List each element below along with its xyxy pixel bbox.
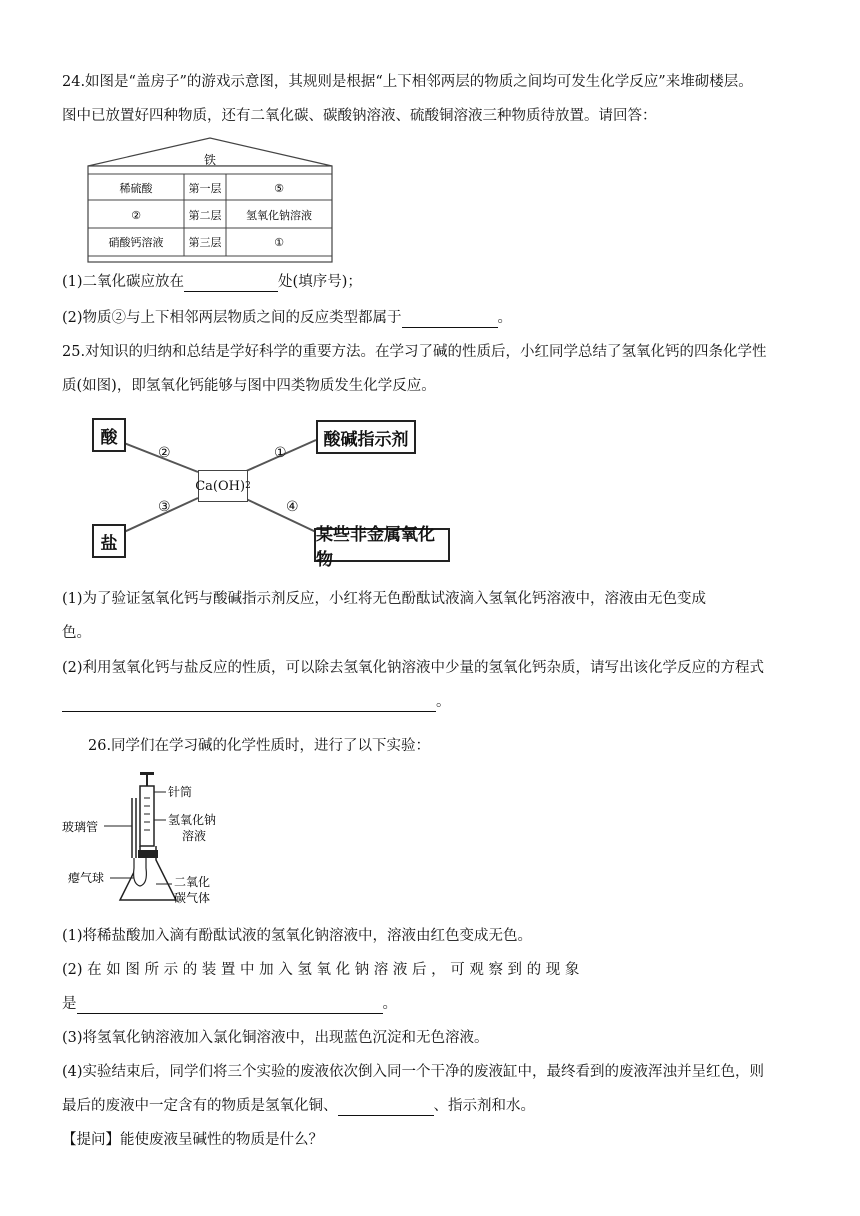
label-n1: ①	[274, 445, 287, 461]
q24-line2: 图中已放置好四种物质，还有二氧化碳、碳酸钠溶液、硫酸铜溶液三种物质待放置。请回答：	[62, 108, 657, 124]
q25-sub1-line2: 色。	[62, 625, 91, 641]
q26-s1: (1)将稀盐酸加入滴有酚酞试液的氢氧化钠溶液中，溶液由红色变成无色。	[62, 928, 533, 944]
q25-sub2-line1: (2)利用氢氧化钙与盐反应的性质，可以除去氢氧化钠溶液中少量的氢氧化钙杂质，请写出该化学反应的方程式	[62, 660, 765, 676]
answer-blank[interactable]	[338, 1099, 434, 1116]
house-row3-left: 硝酸钙溶液	[108, 236, 164, 249]
house-row2-mid: 第二层	[188, 209, 222, 222]
house-row2-right: 氢氧化钠溶液	[246, 209, 312, 222]
house-roof-label: 铁	[203, 153, 217, 167]
house-row1-right: ⑤	[274, 182, 284, 195]
label-co2-1: 二氧化	[174, 875, 211, 889]
label-naoh-1: 氢氧化钠	[168, 813, 217, 827]
house-row3-right: ①	[274, 236, 284, 249]
label-n4: ④	[286, 499, 299, 515]
box-acid: 酸	[92, 418, 126, 452]
q26-s4-line2: 最后的废液中一定含有的物质是氢氧化铜、 、指示剂和水。	[62, 1098, 535, 1114]
q26-s2-line2: 是 。	[62, 996, 397, 1012]
q24-sub1: (1)二氧化碳应放在 处(填序号)；	[62, 274, 362, 290]
q26-s3: (3)将氢氧化钠溶液加入氯化铜溶液中，出现蓝色沉淀和无色溶液。	[62, 1030, 489, 1046]
house-row3-mid: 第三层	[188, 236, 222, 249]
ca-oh-center-box: Ca(OH) 2	[198, 470, 248, 502]
label-n2: ②	[158, 445, 171, 461]
label-naoh-2: 溶液	[182, 829, 207, 843]
q26-intro: 26.同学们在学习碱的化学性质时，进行了以下实验：	[88, 738, 431, 754]
box-indicator: 酸碱指示剂	[316, 420, 416, 454]
house-row2-left: ②	[131, 209, 141, 222]
q26-s4-line1: (4)实验结束后，同学们将三个实验的废液依次倒入同一个干净的废液缸中，最终看到的废液浑浊并呈红色，则	[62, 1064, 765, 1080]
q25-line2: 质(如图)，即氢氧化钙能够与图中四类物质发生化学反应。	[62, 378, 436, 394]
q26-question: 【提问】能使废液呈碱性的物质是什么？	[62, 1132, 323, 1148]
answer-blank[interactable]	[77, 997, 383, 1014]
q24-line1: 24.如图是“盖房子”的游戏示意图，其规则是根据“上下相邻两层的物质之间均可发生化学反应”来堆砌楼层。	[62, 74, 753, 90]
label-n3: ③	[158, 499, 171, 515]
q25-line1: 25.对知识的归纳和总结是学好科学的重要方法。在学习了碱的性质后，小红同学总结了氢氧化钙的四条化学性	[62, 344, 767, 360]
house-row1-left: 稀硫酸	[119, 182, 153, 195]
answer-blank[interactable]	[62, 695, 436, 712]
box-nonmetal-oxide: 某些非金属氧化物	[314, 528, 450, 562]
q24-sub2: (2)物质②与上下相邻两层物质之间的反应类型都属于 。	[62, 310, 513, 326]
box-salt: 盐	[92, 524, 126, 558]
q25-sub1-line1: (1)为了验证氢氧化钙与酸碱指示剂反应，小红将无色酚酞试液滴入氢氧化钙溶液中，溶液由无色变成	[62, 591, 707, 607]
label-balloon: 瘪气球	[68, 871, 105, 885]
q25-sub2-line2: 。	[62, 692, 451, 712]
label-co2-2: 碳气体	[174, 891, 211, 905]
label-glass-tube: 玻璃管	[62, 820, 99, 834]
ca-oh-connector-lines	[0, 0, 860, 600]
house-row1-mid: 第一层	[188, 182, 222, 195]
label-syringe: 针筒	[168, 785, 193, 799]
q26-s2-line1: (2) 在 如 图 所 示 的 装 置 中 加 入 氢 氧 化 钠 溶 液 后 ， 可 观 察 到 的 现 象	[62, 962, 580, 978]
syringe-flask-apparatus	[60, 768, 250, 912]
